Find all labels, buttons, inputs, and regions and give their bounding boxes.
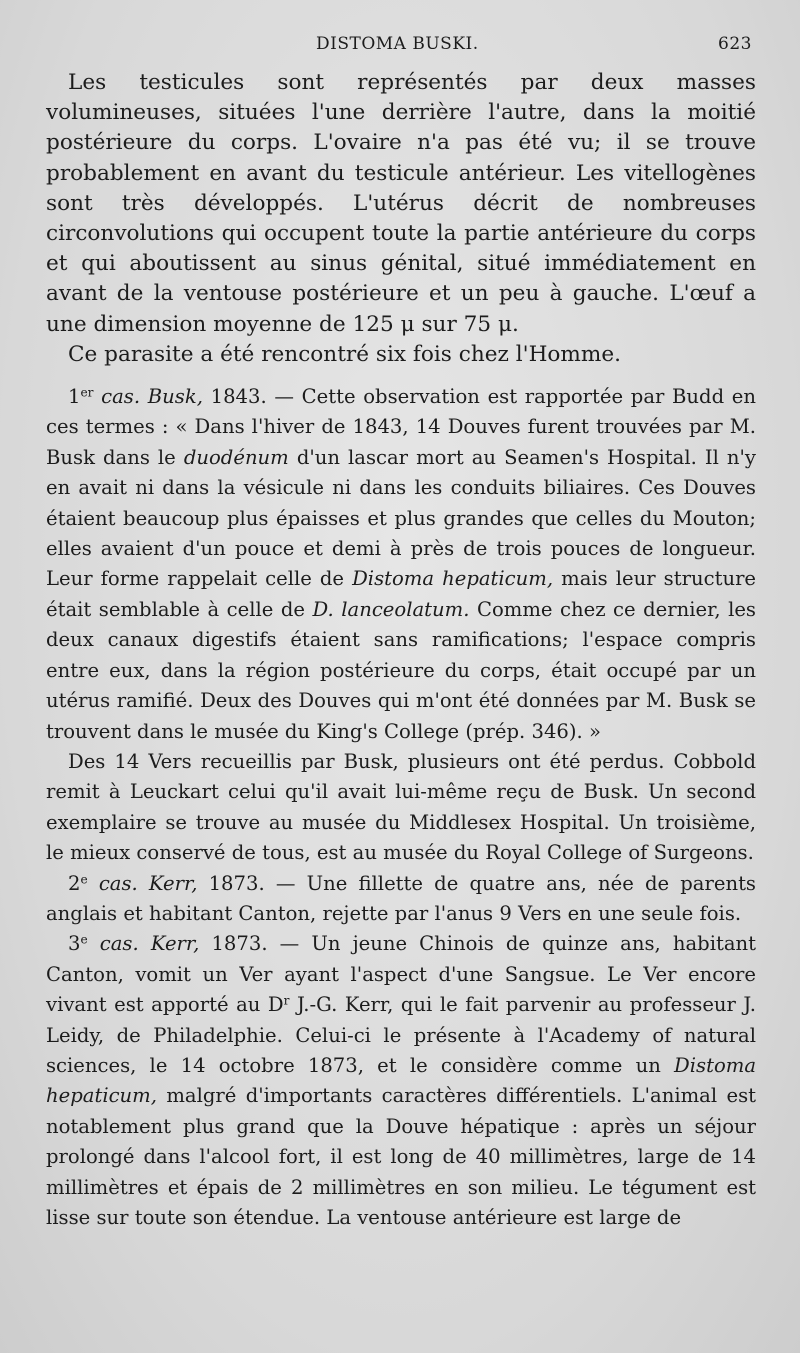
case-1-d-lanceolatum: D. lanceolatum. [312, 597, 470, 621]
case-3-year: 1873. [211, 932, 268, 956]
case-3-paragraph [46, 929, 756, 1233]
case-1-author: Busk, [147, 385, 203, 409]
case-3-dr-superscript: r [283, 993, 290, 1008]
paragraph-six-fois: Ce parasite a été rencontré six fois chez l'Homme. [68, 341, 622, 367]
case-3-label: cas. [99, 932, 139, 956]
running-title: DISTOMA BUSKI. [316, 34, 479, 54]
paragraph-testicules: Les testicules sont représentés par deux masses volumineuses, situées l'une derrière l'autre, dans la moitié postérieure du corps. L'ovaire n'a pas été vu; il se trouve probablement en avant du testicule antérieur. Les vitellogènes sont très développés. L'utérus décrit de nombreuses circonvolutions qui occupent toute la partie antérieure du corps et qui aboutissent au sinus génital, situé immédiatement en avant de la ventouse postérieure et un peu à gauche. L'œuf a une dimension moyenne de 125 μ sur 75 μ. [46, 70, 756, 337]
page-number: 623 [718, 34, 752, 54]
case-3-ordinal: e [80, 932, 88, 947]
case-1-duodenum: duodénum [183, 445, 289, 469]
case-2-label: cas. [98, 871, 138, 895]
case-1-number: 1 [68, 385, 81, 409]
case-3-text-b: J.-G. Kerr, qui le fait parvenir au professeur J. Leidy, de Philadelphie. Celui-ci le présente à l'Academy of natural sciences, le 14 octobre 1873, et le considère comme un [46, 993, 756, 1077]
case-1-label: cas. [101, 385, 141, 409]
case-2-paragraph [46, 869, 756, 930]
case-2-ordinal: e [80, 871, 88, 886]
case-1-text-c: mais leur structure était semblable à celle de [46, 567, 757, 621]
case-1-text-b: d'un lascar mort au Seamen's Hospital. Il n'y en avait ni dans la vésicule ni dans les conduits biliaires. Ces Douves étaient beaucoup plus épaisses et plus grandes que celles du Mouton; elles avaient d'un pouce et demi à près de trois pouces de longueur. Leur forme rappelait celle de [46, 445, 757, 591]
case-2-author: Kerr, [148, 871, 198, 895]
case-1-text-d: Comme chez ce dernier, les deux canaux digestifs étaient sans ramifications; l'espace compris entre eux, dans la région postérieure du corps, était occupé par un utérus ramifié. Deux des Douves qui m'ont été données par M. Busk se trouvent dans le musée du King's College (prép. 346). » [46, 597, 756, 743]
case-2-year: 1873. [208, 871, 265, 895]
case-3-text-a: — Un jeune Chinois de quinze ans, habitant Canton, vomit un Ver ayant l'aspect d'une Sangsue. Le Ver encore vivant est apporté au D [46, 932, 757, 1017]
case-2-text: — Une fillette de quatre ans, née de parents anglais et habitant Canton, rejette par l'anus 9 Vers en une seule fois. [46, 871, 756, 925]
followup-paragraph: Des 14 Vers recueillis par Busk, plusieurs ont été perdus. Cobbold remit à Leuckart celui qu'il avait lui-même reçu de Busk. Un second exemplaire se trouve au musée du Middlesex Hospital. Un troisième, le mieux conservé de tous, est au musée du Royal College of Surgeons. [46, 749, 756, 865]
case-1-distoma-hepaticum: Distoma hepaticum, [352, 567, 554, 591]
case-3-number: 3 [68, 932, 81, 956]
case-1-ordinal: er [80, 385, 94, 400]
case-3-text-c: malgré d'importants caractères différentiels. L'animal est notablement plus grand que la Douve hépatique : après un séjour prolongé dans l'alcool fort, il est long de 40 millimètres, large de 14 millimètres et épais de 2 millimètres en son milieu. Le tégument est lisse sur toute son étendue. La ventouse antérieure est large de [46, 1084, 756, 1229]
case-2-number: 2 [68, 871, 81, 895]
intro-text [46, 68, 756, 370]
running-head [46, 32, 756, 62]
case-1-text-a: — Cette observation est rapportée par Budd en ces termes : « Dans l'hiver de 1843, 14 Douves furent trouvées par M. Busk dans le [46, 385, 757, 469]
case-1-year: 1843. [210, 385, 267, 409]
case-reports [46, 382, 756, 1233]
case-3-author: Kerr, [150, 932, 200, 956]
case-3-distoma-hepaticum: Distoma hepaticum, [46, 1053, 757, 1108]
case-1-paragraph [46, 382, 756, 747]
